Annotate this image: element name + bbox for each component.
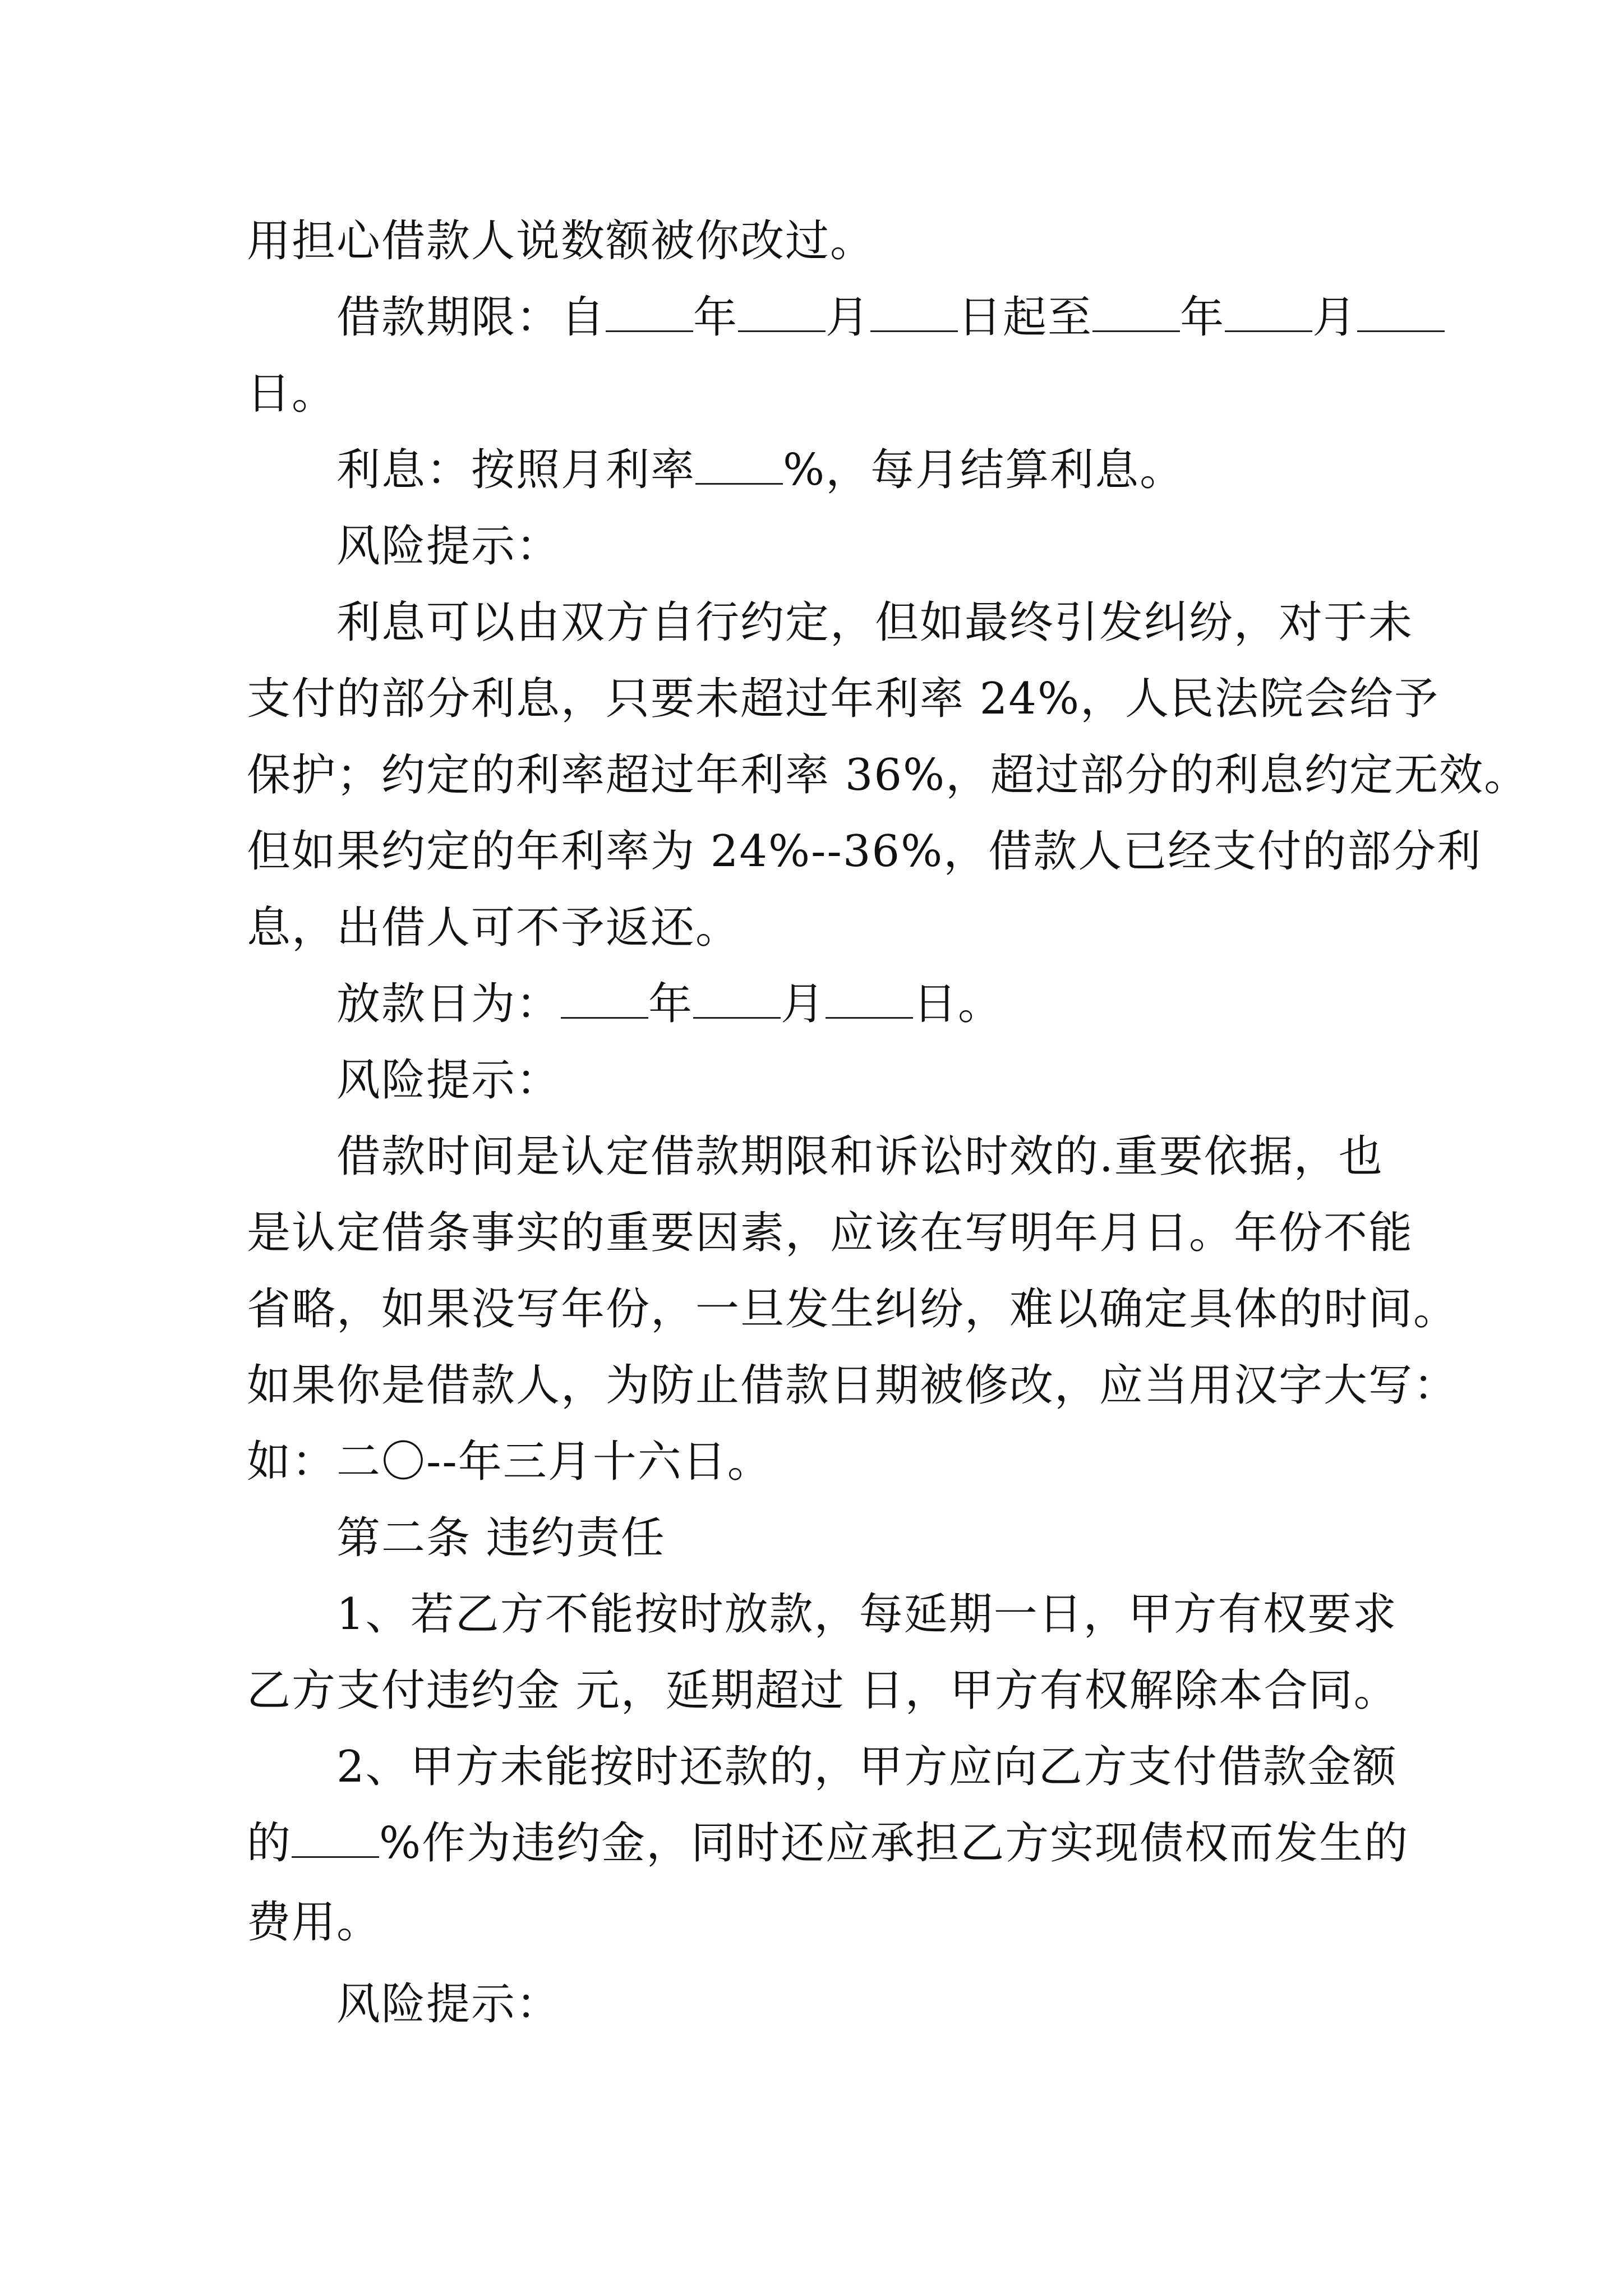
text-line xyxy=(247,661,1440,737)
text: 月 xyxy=(826,292,871,343)
blank-field[interactable] xyxy=(870,295,958,332)
text: 日起至 xyxy=(958,292,1093,343)
penalty-percent-line xyxy=(247,1805,1409,1881)
text: 月 xyxy=(781,979,826,1029)
blank-field[interactable] xyxy=(695,447,783,485)
text: 年 xyxy=(1180,292,1225,343)
text-line xyxy=(247,1576,1398,1653)
text: 1、若乙方不能按时放款，每延期一日，甲方有权要求 xyxy=(336,1589,1398,1640)
text: 风险提示： xyxy=(336,1055,561,1106)
blank-field[interactable] xyxy=(1225,295,1312,332)
text-line xyxy=(247,1119,1391,1195)
text-line xyxy=(247,1347,1459,1424)
blank-field[interactable] xyxy=(1092,295,1180,332)
text-line xyxy=(247,1424,1391,1500)
text: 风险提示： xyxy=(336,1979,561,2030)
text: 的 xyxy=(247,1818,292,1869)
blank-field[interactable] xyxy=(826,981,913,1019)
text-line xyxy=(247,1271,1459,1347)
article-heading xyxy=(247,1500,1391,1576)
text: 利息可以由双方自行约定，但如最终引发纠纷，对于未 xyxy=(336,597,1414,648)
text: 日。 xyxy=(247,369,337,419)
text-line xyxy=(247,813,1482,890)
text: 2、甲方未能按时还款的，甲方应向乙方支付借款金额 xyxy=(336,1742,1398,1792)
text: 日。 xyxy=(913,979,1003,1029)
blank-field[interactable] xyxy=(693,981,781,1019)
text: 第二条 违约责任 xyxy=(336,1513,666,1563)
blank-field[interactable] xyxy=(738,295,826,332)
text-line xyxy=(247,1653,1399,1729)
text: 风险提示： xyxy=(336,521,561,572)
text: 但如果约定的年利率为 24%--36%，借款人已经支付的部分利 xyxy=(247,826,1482,877)
risk-heading xyxy=(247,508,1391,585)
text: 放款日为： xyxy=(336,979,561,1029)
document-page xyxy=(247,203,1529,2045)
text: 利息：按照月利率 xyxy=(336,445,696,495)
text-line xyxy=(247,1195,1414,1271)
risk-heading xyxy=(247,1963,1391,2045)
text: 借款期限：自 xyxy=(336,292,606,343)
blank-field[interactable] xyxy=(606,295,693,332)
text: 是认定借条事实的重要因素，应该在写明年月日。年份不能 xyxy=(247,1208,1414,1258)
text: 省略，如果没写年份，一旦发生纠纷，难以确定具体的时间。 xyxy=(247,1284,1459,1335)
blank-field[interactable] xyxy=(1357,295,1445,332)
text-line xyxy=(247,1729,1398,1805)
text: 用担心借款人说数额被你改过。 xyxy=(247,216,875,266)
interest-line xyxy=(247,432,1391,508)
blank-field[interactable] xyxy=(292,1820,379,1858)
loan-term-line xyxy=(247,279,1391,356)
text: 保护；约定的利率超过年利率 36%，超过部分的利息约定无效。 xyxy=(247,750,1529,800)
text: 乙方支付违约金 元，延期超过 日，甲方有权解除本合同。 xyxy=(247,1665,1399,1716)
text: 借款时间是认定借款期限和诉讼时效的.重要依据，也 xyxy=(336,1131,1384,1182)
text-line xyxy=(247,1881,1391,1963)
text-line xyxy=(247,890,1391,966)
text: 息，出借人可不予返还。 xyxy=(247,903,741,953)
text: 月 xyxy=(1312,292,1358,343)
text: 支付的部分利息，只要未超过年利率 24%，人民法院会给予 xyxy=(247,674,1440,724)
text: %，每月结算利息。 xyxy=(783,445,1185,495)
risk-heading xyxy=(247,1042,1391,1119)
text-line xyxy=(247,737,1529,813)
text: 年 xyxy=(693,292,739,343)
text-line xyxy=(247,585,1414,661)
text-line xyxy=(247,203,1391,279)
text: 如：二〇--年三月十六日。 xyxy=(247,1437,772,1487)
text: 费用。 xyxy=(247,1897,382,1948)
text: %作为违约金，同时还应承担乙方实现债权而发生的 xyxy=(379,1818,1409,1869)
text: 如果你是借款人，为防止借款日期被修改，应当用汉字大写： xyxy=(247,1360,1459,1411)
text: 年 xyxy=(648,979,694,1029)
disbursement-date-line xyxy=(247,966,1391,1042)
text-line xyxy=(247,356,1391,432)
blank-field[interactable] xyxy=(561,981,648,1019)
